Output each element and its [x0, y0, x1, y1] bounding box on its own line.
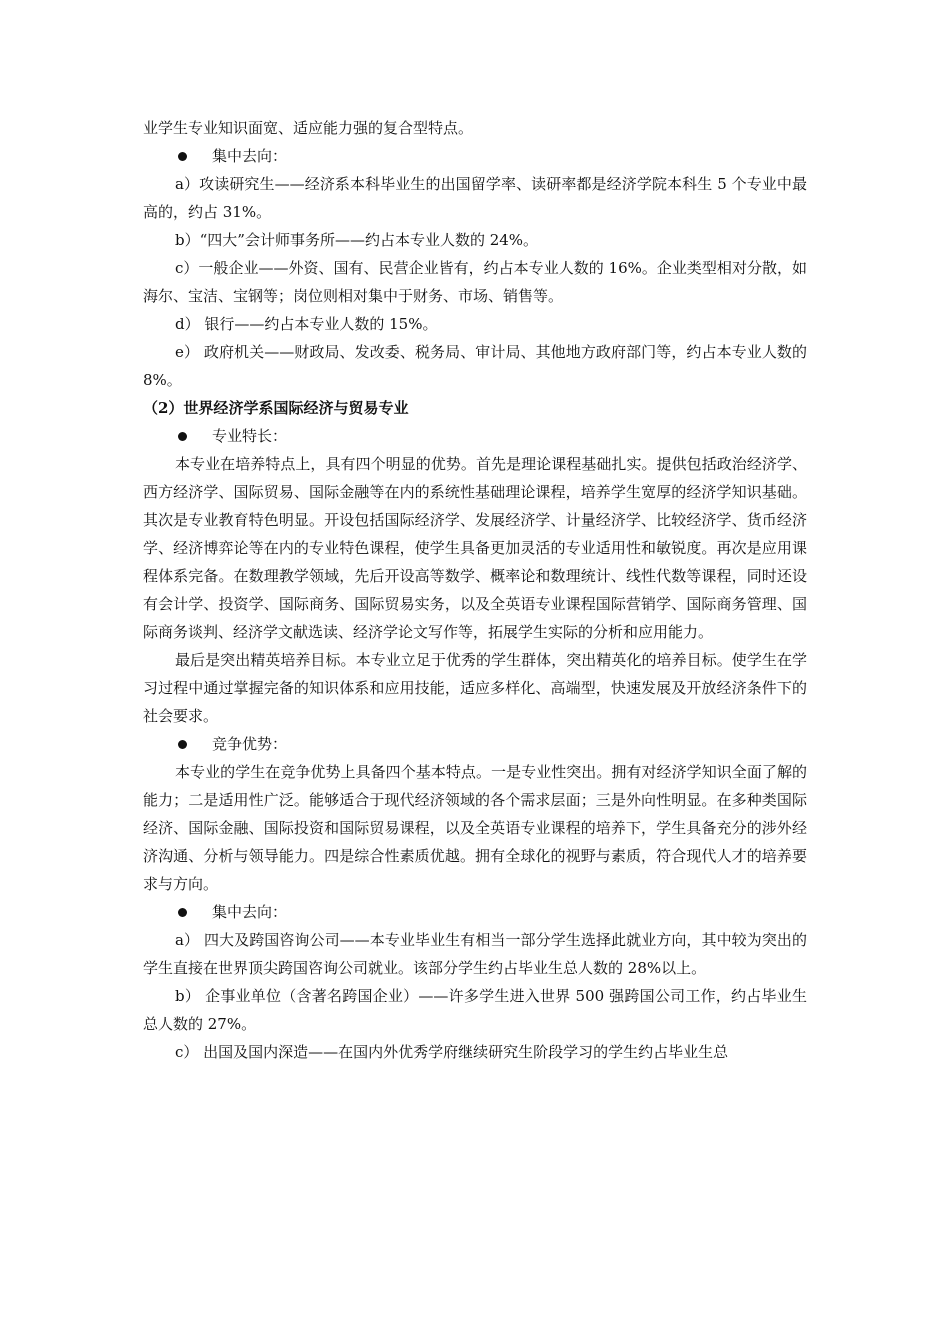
bullet-label: 集中去向： — [212, 147, 288, 165]
list-item: c）一般企业——外资、国有、民营企业皆有，约占本专业人数的 16%。企业类型相对分散，如海尔、宝洁、宝钢等；岗位则相对集中于财务、市场、销售等。 — [143, 259, 807, 305]
bullet-label: 竞争优势： — [212, 735, 288, 753]
list-item: b） 企事业单位（含著名跨国企业）——许多学生进入世界 500 强跨国公司工作，约占毕业生总人数的 27%。 — [143, 987, 807, 1033]
section-heading: （2）世界经济学系国际经济与贸易专业 — [143, 399, 409, 417]
list-item: c） 出国及国内深造——在国内外优秀学府继续研究生阶段学习的学生约占毕业生总 — [175, 1043, 729, 1061]
bullet-dot-icon — [178, 740, 187, 749]
paragraph-advantage: 本专业的学生在竞争优势上具备四个基本特点。一是专业性突出。拥有对经济学知识全面了解的能力；二是适用性广泛。能够适合于现代经济领域的各个需求层面；三是外向性明显。在多种类国际经济、国际金融、国际投资和国际贸易课程，以及全英语专业课程的培养下，学生具备充分的涉外经济沟通、分析与领导能力。四是综合性素质优越。拥有全球化的视野与素质，符合现代人才的培养要求与方向。 — [143, 763, 807, 893]
paragraph-intro-continued: 业学生专业知识面宽、适应能力强的复合型特点。 — [143, 119, 474, 137]
list-item: d） 银行——约占本专业人数的 15%。 — [175, 315, 438, 333]
bullet-label: 专业特长： — [212, 427, 288, 445]
list-item: a）攻读研究生——经济系本科毕业生的出国留学率、读研率都是经济学院本科生 5 个专业中最高的，约占 31%。 — [143, 175, 807, 221]
bullet-dot-icon — [178, 432, 187, 441]
paragraph-elite-goal: 最后是突出精英培养目标。本专业立足于优秀的学生群体，突出精英化的培养目标。使学生在学习过程中通过掌握完备的知识体系和应用技能，适应多样化、高端型，快速发展及开放经济条件下的社会要求。 — [143, 651, 807, 725]
bullet-label: 集中去向： — [212, 903, 288, 921]
bullet-dot-icon — [178, 908, 187, 917]
list-item: b）“四大”会计师事务所——约占本专业人数的 24%。 — [175, 231, 539, 249]
list-item: a） 四大及跨国咨询公司——本专业毕业生有相当一部分学生选择此就业方向，其中较为突出的学生直接在世界顶尖跨国咨询公司就业。该部分学生约占毕业生总人数的 28%以上。 — [143, 931, 807, 977]
bullet-destinations-2 — [143, 898, 807, 926]
document-page — [143, 114, 807, 1066]
bullet-dot-icon — [178, 152, 187, 161]
bullet-specialty — [143, 422, 807, 450]
list-item: e） 政府机关——财政局、发改委、税务局、审计局、其他地方政府部门等，约占本专业人数的 8%。 — [143, 343, 807, 389]
bullet-advantage — [143, 730, 807, 758]
bullet-destinations-1 — [143, 142, 807, 170]
paragraph-specialty: 本专业在培养特点上，具有四个明显的优势。首先是理论课程基础扎实。提供包括政治经济学、西方经济学、国际贸易、国际金融等在内的系统性基础理论课程，培养学生宽厚的经济学知识基础。其次是专业教育特色明显。开设包括国际经济学、发展经济学、计量经济学、比较经济学、货币经济学、经济博弈论等在内的专业特色课程，使学生具备更加灵活的专业适用性和敏锐度。再次是应用课程体系完备。在数理教学领域，先后开设高等数学、概率论和数理统计、线性代数等课程，同时还设有会计学、投资学、国际商务、国际贸易实务，以及全英语专业课程国际营销学、国际商务管理、国际商务谈判、经济学文献选读、经济学论文写作等，拓展学生实际的分析和应用能力。 — [143, 455, 807, 641]
